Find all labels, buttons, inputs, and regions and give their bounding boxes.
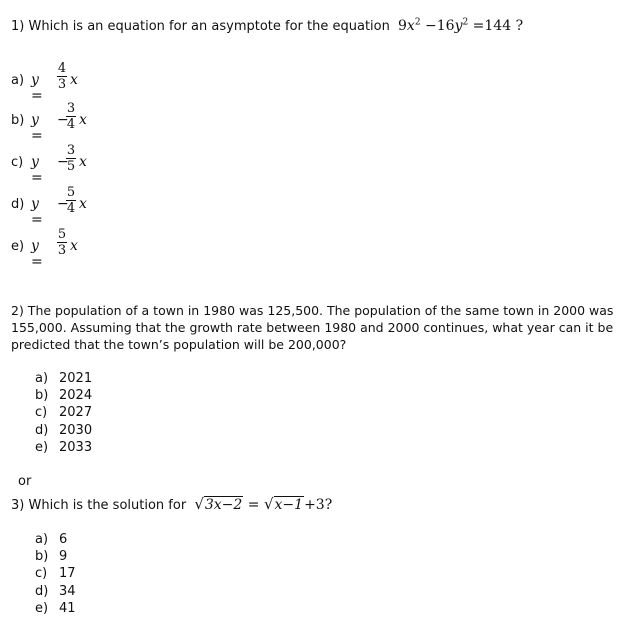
question-2-option-e[interactable]: e) 2033: [35, 439, 93, 455]
option-lhs: y =: [31, 238, 43, 270]
question-1-text: 1) Which is an equation for an asymptote for the equation: [11, 19, 390, 34]
option-sign: −: [57, 154, 69, 170]
left-radical: √3x−2: [194, 495, 243, 513]
question-2-option-a[interactable]: a) 2021: [35, 371, 93, 386]
right-radical: √x−1: [263, 495, 304, 513]
question-3-options: [35, 531, 76, 617]
question-1-prompt: [11, 18, 523, 34]
question-1-equation: $9x^2 -16y^2 =144$ ?: [398, 17, 524, 34]
option-fraction: 3 4: [66, 101, 76, 132]
question-3-option-a[interactable]: a) 6: [35, 532, 68, 547]
question-3-prompt: [11, 495, 332, 513]
option-variable: x: [70, 72, 78, 88]
option-fraction: 3 5: [66, 143, 76, 174]
option-label: b): [11, 113, 25, 128]
option-variable: x: [70, 238, 78, 254]
option-lhs: y =: [31, 154, 43, 186]
option-sign: −: [57, 196, 69, 212]
question-2-option-c[interactable]: c) 2027: [35, 405, 93, 421]
option-label: d): [11, 197, 25, 212]
question-3-option-e[interactable]: e) 41: [35, 600, 76, 616]
question-3-text: 3) Which is the solution for: [11, 498, 187, 513]
option-label: a): [11, 73, 25, 88]
question-3-equation: √3x−2 = √x−1+3?: [194, 495, 333, 513]
question-3-option-d[interactable]: d) 34: [35, 583, 76, 599]
option-variable: x: [79, 196, 87, 212]
option-fraction: 5 4: [66, 185, 76, 216]
option-sign: −: [57, 112, 69, 128]
option-fraction: 5 3: [57, 227, 67, 258]
option-label: c): [11, 155, 24, 170]
option-lhs: y =: [31, 196, 43, 228]
question-2-option-b[interactable]: b) 2024: [35, 388, 93, 404]
or-separator: or: [18, 474, 32, 489]
option-lhs: y =: [31, 112, 43, 144]
question-2-text: 2) The population of a town in 1980 was 125,500. The population of the same town in 2000 was 155,000. Assuming that the growth rate between 1980 and 2000 continues, what year can it be predicted that the town’s population will be 200,000?: [11, 303, 614, 352]
option-variable: x: [79, 112, 87, 128]
question-3-option-c[interactable]: c) 17: [35, 566, 76, 582]
question-3-option-b[interactable]: b) 9: [35, 549, 68, 565]
question-2-options: [35, 370, 92, 456]
option-lhs: y =: [31, 72, 43, 104]
option-label: e): [11, 239, 25, 254]
option-variable: x: [79, 154, 87, 170]
question-2-option-d[interactable]: d) 2030: [35, 422, 93, 438]
option-fraction: 4 3: [57, 61, 67, 92]
